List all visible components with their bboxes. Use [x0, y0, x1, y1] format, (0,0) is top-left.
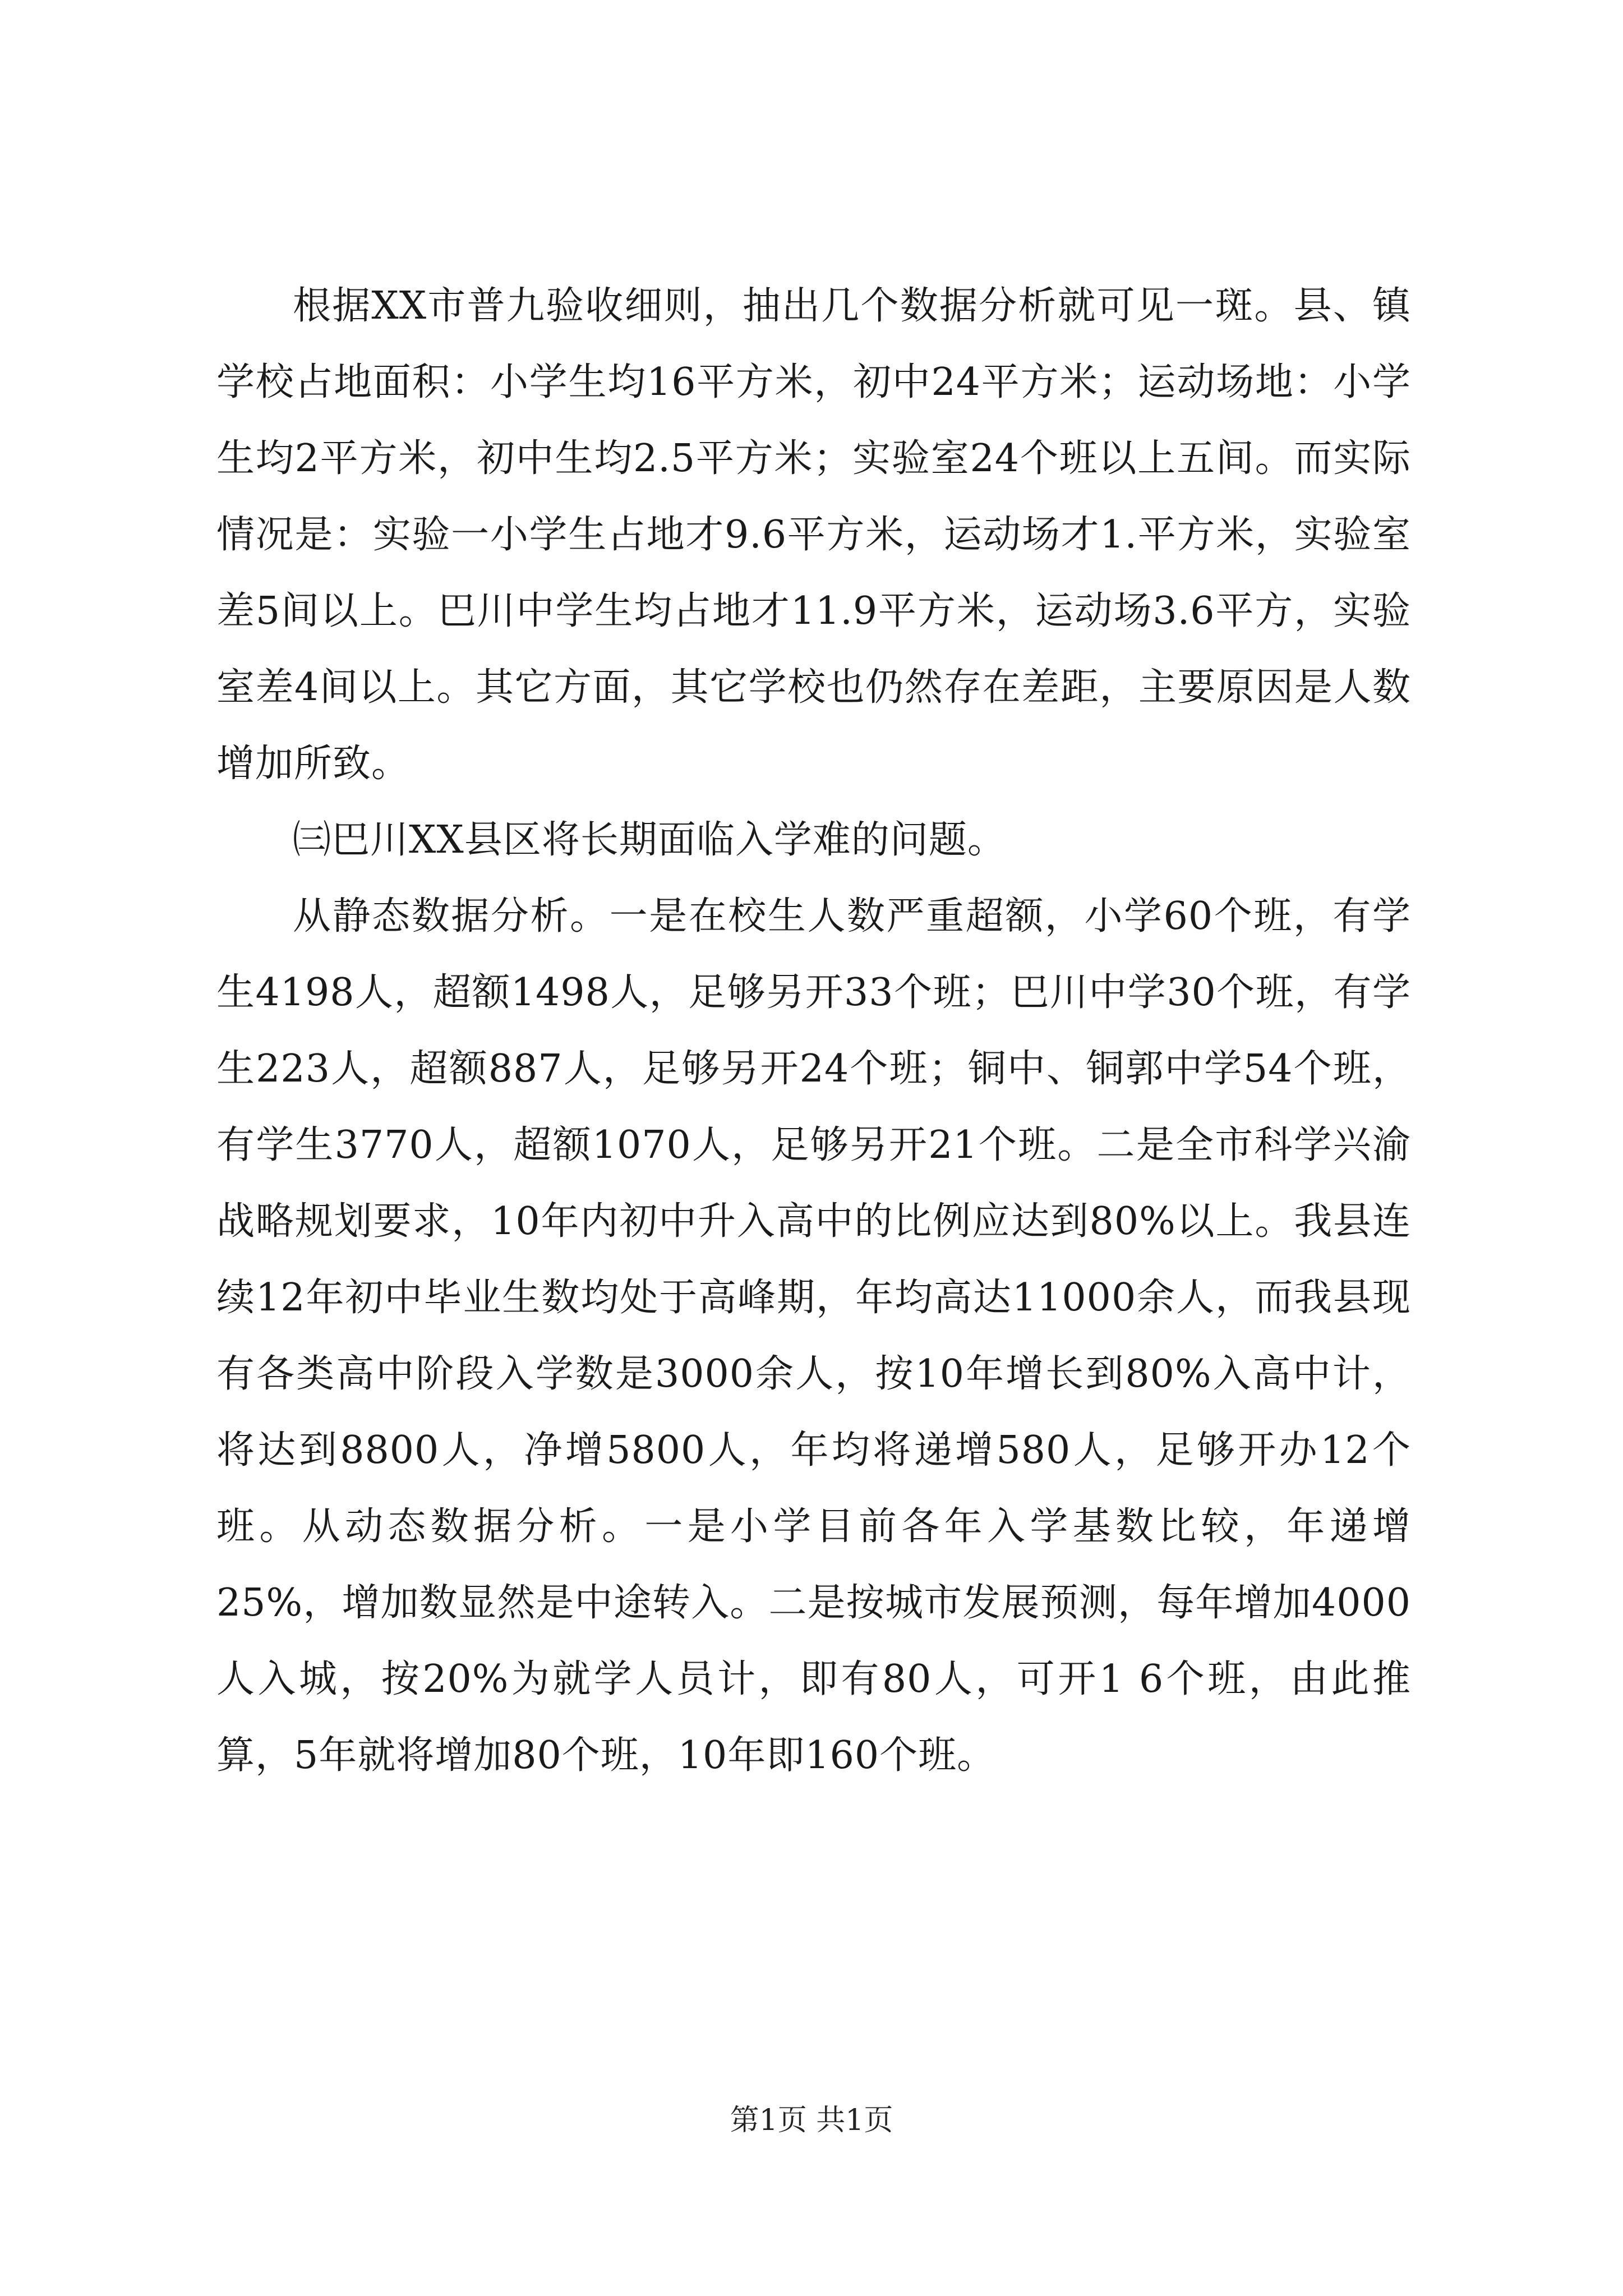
page-number-footer: 第1页 共1页	[730, 2104, 893, 2137]
paragraph-section-heading: ㈢巴川XX县区将长期面临入学难的问题。	[293, 818, 1006, 862]
document-body	[216, 268, 1411, 1794]
paragraph-data-analysis: 从静态数据分析。一是在校生人数严重超额，小学60个班，有学生4198人，超额1498人，足够另开33个班；巴川中学30个班，有学生223人，超额887人，足够另开24个班；铜中、铜郭中学54个班，有学生3770人，超额1070人，足够另开21个班。二是全市科学兴渝战略规划要求，10年内初中升入高中的比例应达到80%以上。我县连续12年初中毕业生数均处于高峰期，年均高达11000余人，而我县现有各类高中阶段入学数是3000余人，按10年增长到80%入高中计，将达到8800人，净增5800人，年均将递增580人，足够开办12个班。从动态数据分析。一是小学目前各年入学基数比较，年递增25%，增加数显然是中途转入。二是按城市发展预测，每年增加4000人入城，按20%为就学人员计，即有80人，可开1 6个班，由此推算，5年就将增加80个班，10年即160个班。	[216, 894, 1411, 1778]
paragraph-standards-analysis: 根据XX市普九验收细则，抽出几个数据分析就可见一斑。县、镇学校占地面积：小学生均16平方米，初中24平方米；运动场地：小学生均2平方米，初中生均2.5平方米；实验室24个班以上五间。而实际情况是：实验一小学生占地才9.6平方米，运动场才1.平方米，实验室差5间以上。巴川中学生均占地才11.9平方米，运动场3.6平方，实验室差4间以上。其它方面，其它学校也仍然存在差距，主要原因是人数增加所致。	[216, 284, 1411, 786]
